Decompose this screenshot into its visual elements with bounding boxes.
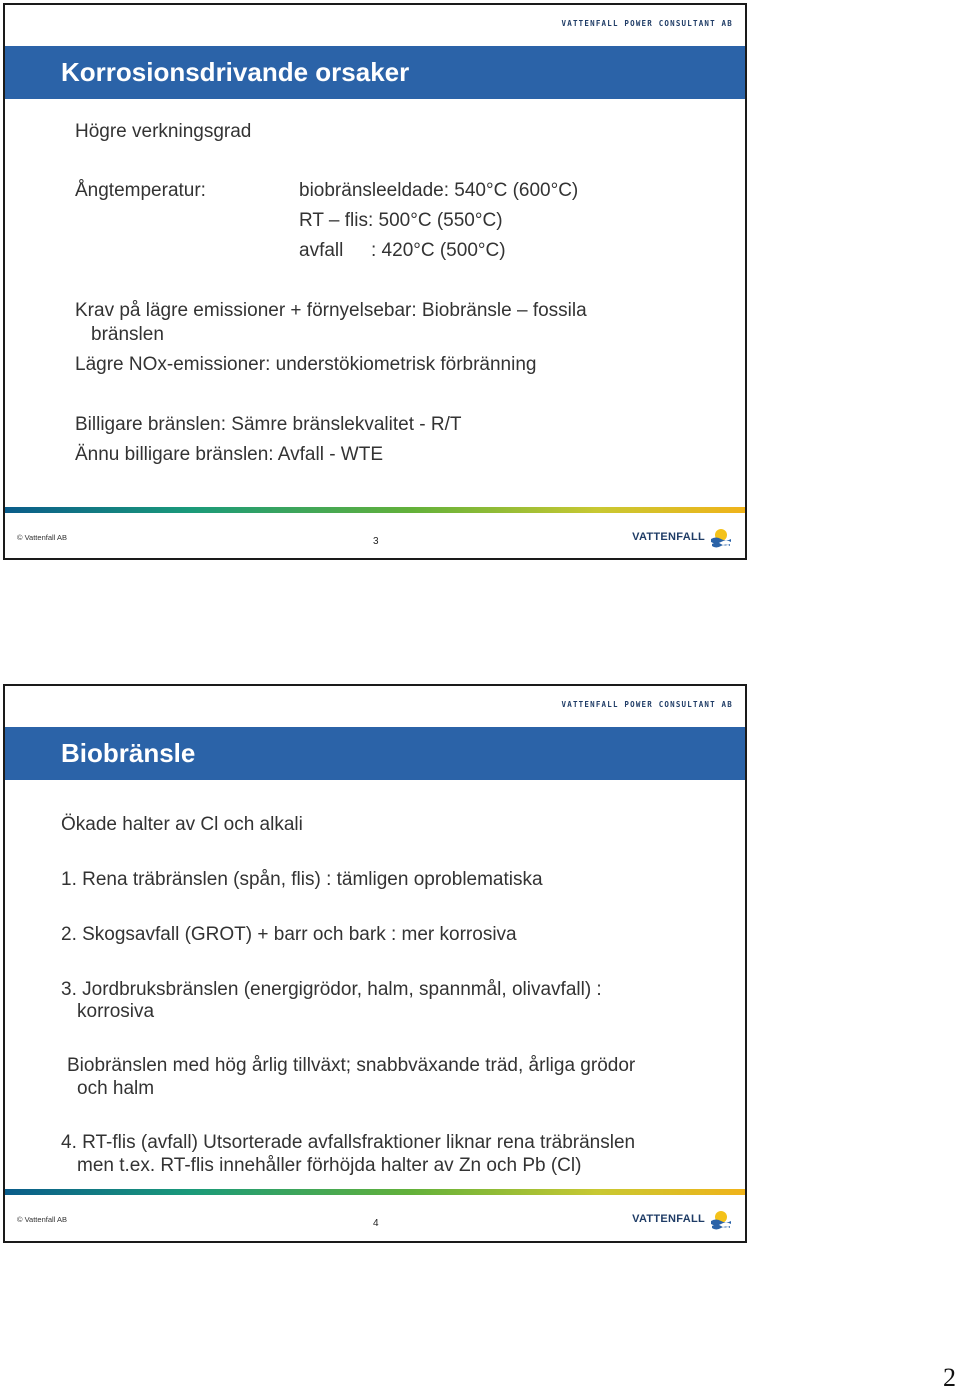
list-item-continuation: men t.ex. RT-flis innehåller förhöjda halter av Zn och Pb (Cl) <box>77 1155 582 1176</box>
list-item: 3. Jordbruksbränslen (energigrödor, halm, spannmål, olivavfall) : <box>61 979 602 1000</box>
text-line: Biobränslen med hög årlig tillväxt; snabbväxande träd, årliga grödor <box>67 1055 636 1076</box>
text-line: Högre verkningsgrad <box>75 121 252 142</box>
text-line: bränslen <box>91 324 164 345</box>
text-line: Ännu billigare bränslen: Avfall - WTE <box>75 444 384 465</box>
brand-name: VATTENFALL <box>632 1213 705 1225</box>
temp-line: biobränsleeldade: 540°C (600°C) <box>299 180 579 201</box>
text-line-continuation: och halm <box>77 1078 155 1099</box>
text-line: Lägre NOx-emissioner: understökiometrisk förbränning <box>75 354 537 375</box>
vattenfall-logo <box>632 525 733 549</box>
document-page-number: 2 <box>943 1363 956 1392</box>
slide-4 <box>3 684 747 1243</box>
temp-line: RT – flis: 500°C (550°C) <box>299 210 503 231</box>
list-item: 2. Skogsavfall (GROT) + barr och bark : mer korrosiva <box>61 924 517 945</box>
text-line: Ökade halter av Cl och alkali <box>61 814 303 835</box>
footer-copyright: © Vattenfall AB <box>17 533 67 542</box>
list-item-continuation: korrosiva <box>77 1001 155 1022</box>
text-line: Krav på lägre emissioner + förnyelsebar: Biobränsle – fossila <box>75 300 587 321</box>
footer-copyright: © Vattenfall AB <box>17 1215 67 1224</box>
slide-page-number: 3 <box>373 536 379 547</box>
slide-page-number: 4 <box>373 1218 379 1229</box>
temp-line-value: : 420°C (500°C) <box>371 240 506 261</box>
slide-3 <box>3 3 747 560</box>
temp-line-label: avfall <box>299 240 344 261</box>
header-company-label: VATTENFALL POWER CONSULTANT AB <box>561 19 733 28</box>
footer-gradient-line <box>5 1189 745 1195</box>
text-line: Billigare bränslen: Sämre bränslekvalitet - R/T <box>75 414 462 435</box>
slide-title: Korrosionsdrivande orsaker <box>5 46 745 99</box>
list-item: 1. Rena träbränslen (spån, flis) : tämligen oproblematiska <box>61 869 543 890</box>
vattenfall-logo <box>632 1207 733 1231</box>
brand-name: VATTENFALL <box>632 531 705 543</box>
slide-title: Biobränsle <box>5 727 745 780</box>
footer-gradient-line <box>5 507 745 513</box>
header-company-label: VATTENFALL POWER CONSULTANT AB <box>561 700 733 709</box>
list-item: 4. RT-flis (avfall) Utsorterade avfallsfraktioner liknar rena träbränslen <box>61 1132 636 1153</box>
sun-wave-logo-icon <box>709 525 733 549</box>
sun-wave-logo-icon <box>709 1207 733 1231</box>
temp-label: Ångtemperatur: <box>75 180 206 201</box>
